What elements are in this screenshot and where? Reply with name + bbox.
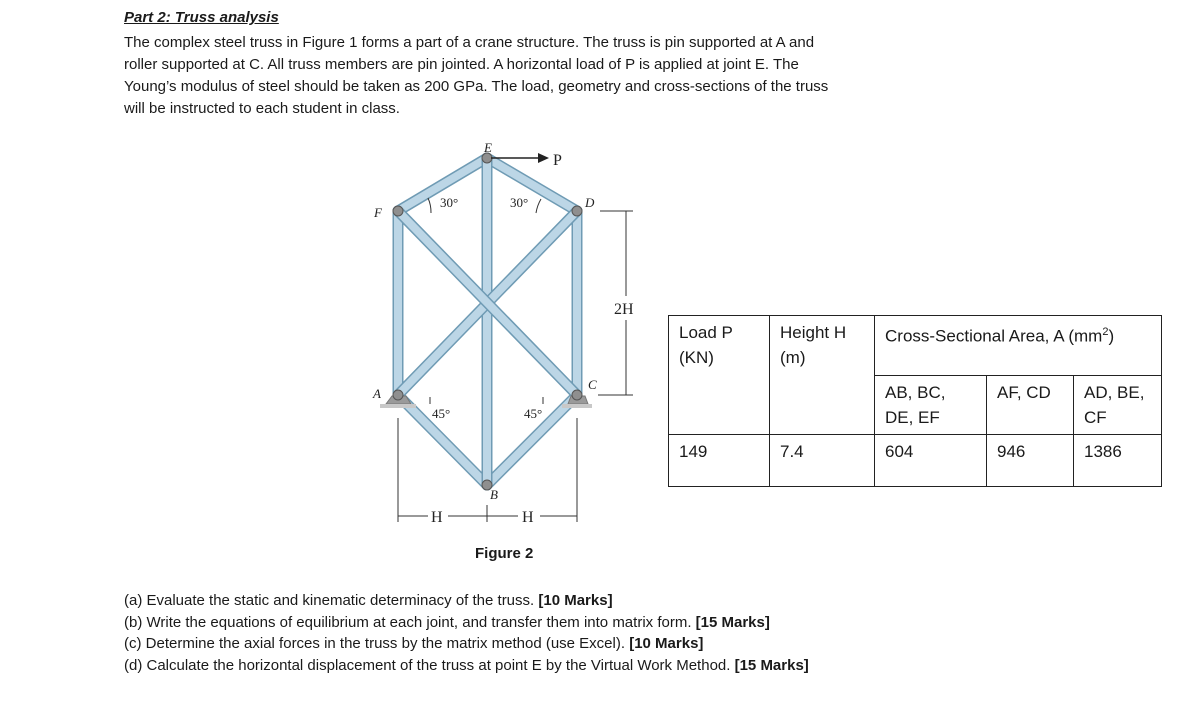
height-header-line: Height H bbox=[780, 323, 847, 342]
angle-arc-top-left bbox=[428, 198, 431, 213]
label-a: A bbox=[373, 386, 381, 401]
angle-label-top-right: 30° bbox=[510, 195, 529, 210]
truss-members bbox=[398, 158, 577, 485]
question-marks: [15 Marks] bbox=[734, 656, 809, 674]
question-c bbox=[124, 633, 809, 655]
angle-label-top-left: 30° bbox=[440, 195, 459, 210]
question-marks: [10 Marks] bbox=[629, 635, 704, 652]
load-arrow-head bbox=[538, 153, 549, 163]
ground-c bbox=[562, 404, 592, 408]
label-p: P bbox=[553, 152, 562, 169]
intro-line: will be instructed to each student in class. bbox=[124, 100, 400, 117]
group-ab-bc-de-ef bbox=[875, 375, 987, 434]
question-d bbox=[124, 655, 809, 677]
load-header-line: Load P bbox=[679, 323, 733, 342]
label-b: B bbox=[490, 487, 498, 502]
truss-figure bbox=[360, 135, 650, 530]
joint-f bbox=[393, 206, 403, 216]
joint-c bbox=[572, 390, 582, 400]
load-header-line: (KN) bbox=[679, 348, 714, 367]
group-line: AD, BE, bbox=[1084, 382, 1145, 402]
angle-label-bottom-right: 45° bbox=[524, 406, 543, 421]
question-list bbox=[124, 590, 809, 676]
height-dim-label: 2H bbox=[614, 301, 634, 318]
angle-arc-top-right bbox=[536, 199, 541, 213]
load-header bbox=[669, 316, 770, 435]
label-e: E bbox=[484, 140, 492, 155]
table-header-row bbox=[669, 316, 1162, 376]
joint-a bbox=[393, 390, 403, 400]
angle-label-bottom-left: 45° bbox=[432, 406, 451, 421]
joint-d bbox=[572, 206, 582, 216]
group-line: DE, EF bbox=[885, 407, 940, 427]
area-value: 1386 bbox=[1074, 434, 1162, 486]
area-header-sup: 2 bbox=[1102, 326, 1109, 338]
intro-line: The complex steel truss in Figure 1 forms a part of a crane structure. The truss is pin supported at A and bbox=[124, 34, 815, 51]
ground-a bbox=[380, 404, 416, 408]
area-header bbox=[875, 316, 1162, 376]
group-line: AF, CD bbox=[997, 382, 1051, 402]
label-c: C bbox=[588, 377, 597, 392]
question-text: (d) Calculate the horizontal displacement of the truss at point E by the Virtual Work Method. bbox=[124, 656, 735, 674]
group-line: CF bbox=[1084, 407, 1107, 427]
table-value-row bbox=[669, 434, 1162, 486]
label-f: F bbox=[374, 205, 382, 220]
question-text: (a) Evaluate the static and kinematic determinacy of the truss. bbox=[124, 592, 539, 609]
height-header bbox=[770, 316, 875, 435]
height-header-line: (m) bbox=[780, 348, 806, 367]
load-value: 149 bbox=[669, 434, 770, 486]
figure-caption: Figure 2 bbox=[475, 545, 534, 562]
member-ed bbox=[487, 158, 577, 211]
h-label-right: H bbox=[522, 509, 534, 526]
area-value: 604 bbox=[875, 434, 987, 486]
question-marks: [10 Marks] bbox=[538, 592, 613, 609]
question-text: (b) Write the equations of equilibrium at each joint, and transfer them into matrix form. bbox=[124, 613, 696, 631]
question-a bbox=[124, 590, 809, 612]
question-text: (c) Determine the axial forces in the truss by the matrix method (use Excel). bbox=[124, 635, 630, 652]
area-header-label: Cross-Sectional Area, A (mm bbox=[885, 326, 1103, 346]
section-heading: Part 2: Truss analysis bbox=[124, 9, 279, 26]
label-d: D bbox=[585, 195, 595, 210]
group-ad-be-cf bbox=[1074, 375, 1162, 434]
area-value: 946 bbox=[987, 434, 1074, 486]
question-b bbox=[124, 612, 809, 634]
intro-line: roller supported at C. All truss members are pin jointed. A horizontal load of P is applied at joint E. The bbox=[124, 56, 799, 73]
group-af-cd bbox=[987, 375, 1074, 434]
parameter-table bbox=[668, 315, 1162, 487]
h-label-left: H bbox=[431, 509, 443, 526]
intro-paragraph bbox=[124, 32, 904, 120]
area-header-close: ) bbox=[1108, 326, 1115, 346]
intro-line: Young’s modulus of steel should be taken as 200 GPa. The load, geometry and cross-sections of the truss bbox=[124, 78, 829, 95]
question-marks: [15 Marks] bbox=[695, 613, 770, 631]
height-value: 7.4 bbox=[770, 434, 875, 486]
group-line: AB, BC, bbox=[885, 382, 946, 402]
